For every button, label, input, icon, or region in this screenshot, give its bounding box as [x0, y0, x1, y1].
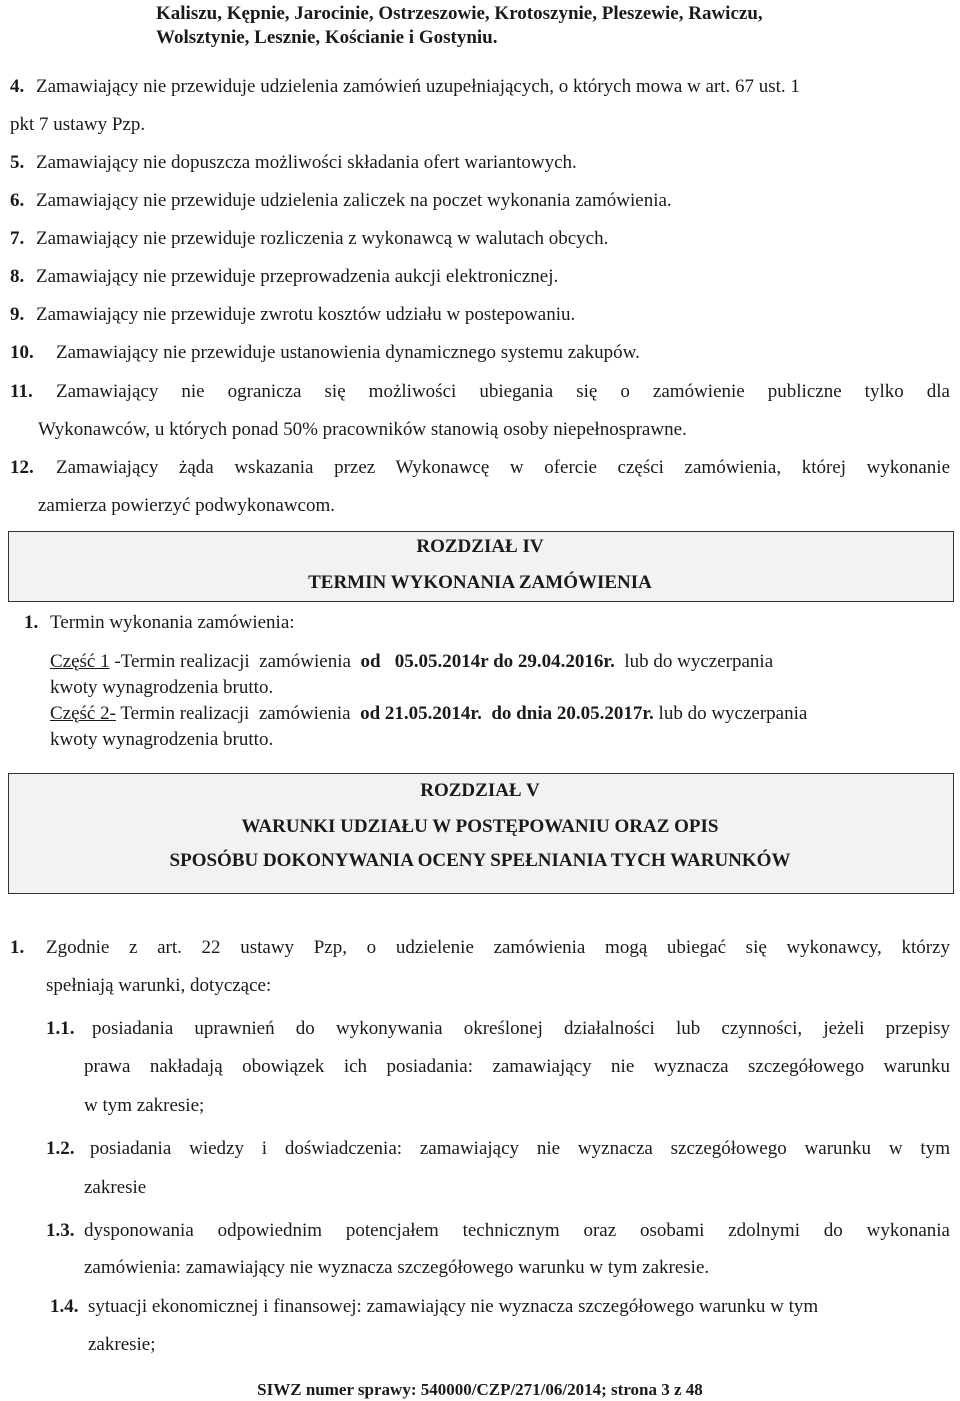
part-label: Część 1 — [50, 651, 110, 672]
sub-item-line-2: zakresie — [84, 1177, 147, 1198]
sub-item-line-2: zamówienia: zamawiający nie wyznacza szczegółowego warunku w tym zakresie. — [84, 1257, 710, 1278]
part-text: Termin realizacji zamówienia — [115, 703, 361, 724]
chapter-5-heading: ROZDZIAŁ V — [420, 780, 540, 801]
item-number: 9. — [10, 304, 25, 325]
item-text: Zamawiający nie przewiduje ustanowienia dynamicznego systemu zakupów. — [56, 342, 640, 363]
sub-item-line-1: posiadania wiedzy i doświadczenia: zamawiający nie wyznacza szczegółowego warunku w tym — [90, 1138, 950, 1159]
item-text: Zamawiający nie dopuszcza możliwości składania ofert wariantowych. — [36, 152, 577, 173]
item-text: Zamawiający nie przewiduje rozliczenia z wykonawcą w walutach obcych. — [36, 228, 609, 249]
item-text-line-2: pkt 7 ustawy Pzp. — [10, 114, 146, 135]
sub-item-number: 1.2. — [46, 1138, 75, 1159]
chapter-5-title-line-1: WARUNKI UDZIAŁU W POSTĘPOWANIU ORAZ OPIS — [241, 816, 719, 837]
item-text-line-1: Zamawiający nie przewiduje udzielenia zamówień uzupełniających, o których mowa w art. 67 ust. 1 — [36, 76, 800, 97]
item-number: 8. — [10, 266, 25, 287]
part-text-end: lub do wyczerpania — [653, 703, 808, 724]
sub-item-line-2: zakresie; — [88, 1334, 156, 1355]
sub-item-line-2: prawa nakładają obowiązek ich posiadania: zamawiający nie wyznacza szczegółowego warunku — [84, 1056, 950, 1077]
part-dates: od 05.05.2014r do 29.04.2016r. — [360, 651, 615, 672]
item-label: Termin wykonania zamówienia: — [50, 612, 295, 633]
header-line-1: Kaliszu, Kępnie, Jarocinie, Ostrzeszowie, Krotoszynie, Pleszewie, Rawiczu, — [156, 3, 763, 24]
page-footer: SIWZ numer sprawy: 540000/CZP/271/06/2014; strona 3 z 48 — [257, 1380, 703, 1399]
item-text-line-1: Zamawiający nie ogranicza się możliwości ubiegania się o zamówienie publiczne tylko dla — [56, 381, 950, 402]
item-number: 7. — [10, 228, 25, 249]
sub-item-line-1: posiadania uprawnień do wykonywania określonej działalności lub czynności, jeżeli przepisy — [92, 1018, 950, 1039]
item-text: Zamawiający nie przewiduje udzielenia zaliczek na poczet wykonania zamówienia. — [36, 190, 672, 211]
part-text: -Termin realizacji zamówienia — [109, 651, 361, 672]
item-number: 4. — [10, 76, 25, 97]
item-text-line-2: zamierza powierzyć podwykonawcom. — [38, 495, 336, 516]
item-text: Zamawiający nie przewiduje zwrotu kosztów udziału w postepowaniu. — [36, 304, 576, 325]
sub-item-line-1: sytuacji ekonomicznej i finansowej: zamawiający nie wyznacza szczegółowego warunku w tym — [88, 1296, 819, 1317]
item-text: Zamawiający nie przewiduje przeprowadzenia aukcji elektronicznej. — [36, 266, 559, 287]
part-2-line — [50, 703, 807, 725]
part-1-line — [50, 651, 773, 673]
sub-item-line-1: dysponowania odpowiednim potencjałem technicznym oraz osobami zdolnymi do wykonania — [84, 1220, 950, 1241]
chapter-4-title: TERMIN WYKONANIA ZAMÓWIENIA — [308, 572, 652, 593]
sub-item-line-3: w tym zakresie; — [84, 1095, 205, 1116]
chapter-4-heading: ROZDZIAŁ IV — [416, 536, 544, 557]
item-number: 6. — [10, 190, 25, 211]
item-text-line-1: Zamawiający żąda wskazania przez Wykonawcę w ofercie części zamówienia, której wykonanie — [56, 457, 950, 478]
part-line-2: kwoty wynagrodzenia brutto. — [50, 677, 274, 698]
item-number: 5. — [10, 152, 25, 173]
item-number: 11. — [10, 381, 33, 402]
part-label: Część 2- — [50, 703, 116, 724]
item-number: 1. — [24, 612, 39, 633]
item-text-line-1: Zgodnie z art. 22 ustawy Pzp, o udzielenie zamówienia mogą ubiegać się wykonawcy, którzy — [46, 937, 950, 958]
part-dates: od 21.05.2014r. do dnia 20.05.2017r. — [360, 703, 654, 724]
sub-item-number: 1.3. — [46, 1220, 75, 1241]
sub-item-number: 1.1. — [46, 1018, 75, 1039]
sub-item-number: 1.4. — [50, 1296, 79, 1317]
part-line-2: kwoty wynagrodzenia brutto. — [50, 729, 274, 750]
chapter-5-title-line-2: SPOSÓBU DOKONYWANIA OCENY SPEŁNIANIA TYCH WARUNKÓW — [169, 850, 791, 871]
header-line-2: Wolsztynie, Lesznie, Kościanie i Gostyniu. — [156, 27, 498, 48]
item-number: 10. — [10, 342, 34, 363]
part-text-end: lub do wyczerpania — [614, 651, 774, 672]
item-text-line-2: spełniają warunki, dotyczące: — [46, 975, 272, 996]
item-text-line-2: Wykonawców, u których ponad 50% pracowników stanowią osoby niepełnosprawne. — [38, 419, 687, 440]
item-number: 12. — [10, 457, 34, 478]
item-number: 1. — [10, 937, 25, 958]
